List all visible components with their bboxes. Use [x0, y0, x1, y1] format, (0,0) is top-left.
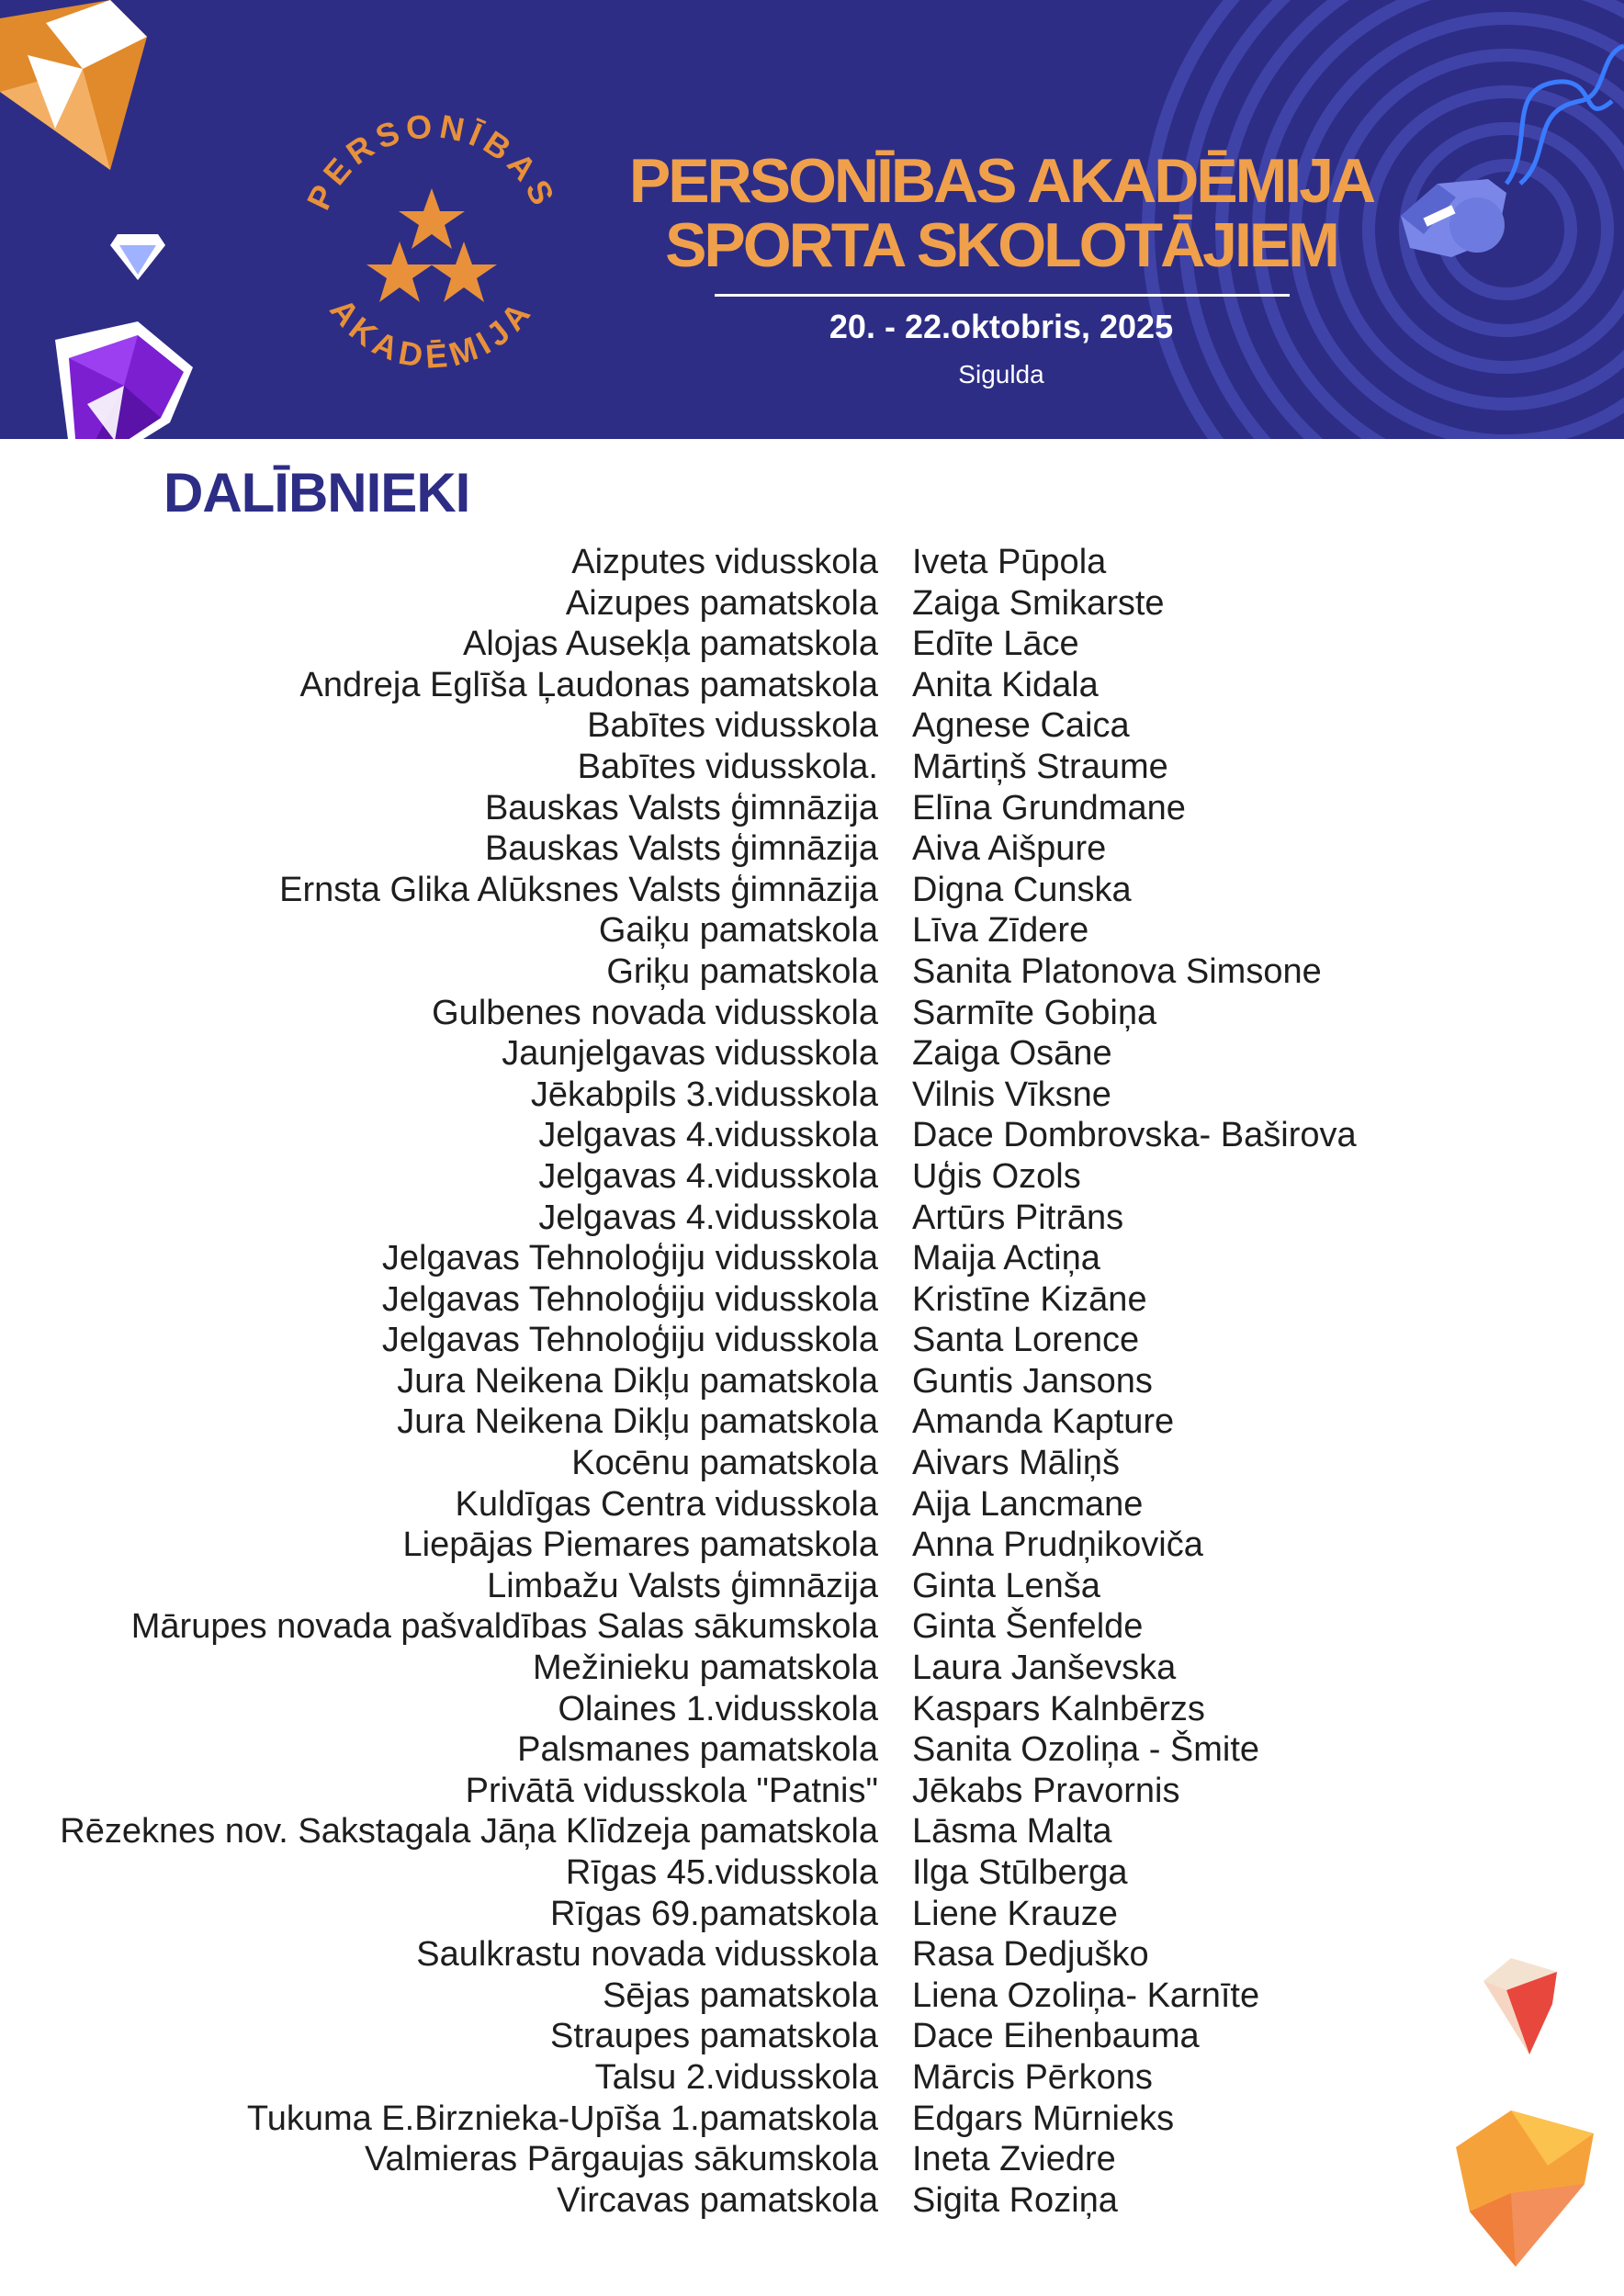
participant-name: Guntis Jansons [912, 1361, 1153, 1401]
participant-name: Uģis Ozols [912, 1156, 1081, 1196]
participant-school: Privātā vidusskola "Patnis" [465, 1771, 878, 1810]
participant-row [0, 665, 1624, 706]
participant-school: Jēkabpils 3.vidusskola [530, 1075, 878, 1114]
event-title-line2: SPORTA SKOLOTĀJIEM [665, 210, 1337, 280]
participant-row [0, 1401, 1624, 1443]
participant-row [0, 705, 1624, 747]
participant-row [0, 1894, 1624, 1935]
participant-name: Elīna Grundmane [912, 788, 1186, 827]
participant-row [0, 910, 1624, 951]
participant-name: Edīte Lāce [912, 625, 1079, 664]
event-place: Sigulda [958, 360, 1044, 388]
participant-name: Mārcis Pērkons [912, 2057, 1153, 2097]
participant-school: Rīgas 69.pamatskola [550, 1894, 878, 1933]
participant-name: Kristīne Kizāne [912, 1279, 1147, 1319]
participant-row [0, 1320, 1624, 1361]
participant-row [0, 1852, 1624, 1894]
participant-school: Olaines 1.vidusskola [558, 1689, 878, 1728]
participant-row [0, 2016, 1624, 2057]
logo-text-top: PERSONĪBAS [299, 107, 565, 216]
participant-row [0, 828, 1624, 870]
participant-row [0, 1689, 1624, 1730]
participant-row [0, 1361, 1624, 1402]
participant-row [0, 1198, 1624, 1239]
participant-name: Anna Prudņikoviča [912, 1525, 1203, 1565]
participant-school: Jelgavas Tehnoloģiju vidusskola [381, 1239, 878, 1278]
participant-row [0, 583, 1624, 625]
diamond-small-icon [110, 223, 165, 280]
diamond-red-icon [1479, 1958, 1562, 2054]
participant-name: Edgars Mūrnieks [912, 2099, 1175, 2138]
participant-name: Jēkabs Pravornis [912, 1771, 1180, 1810]
participant-school: Jelgavas Tehnoloģiju vidusskola [381, 1279, 878, 1319]
participant-school: Talsu 2.vidusskola [594, 2057, 878, 2097]
participant-school: Bauskas Valsts ģimnāzija [484, 829, 878, 869]
participant-name: Zaiga Osāne [912, 1034, 1112, 1074]
participant-name: Ilga Stūlberga [912, 1853, 1128, 1892]
participant-school: Mārupes novada pašvaldības Salas sākumskola [130, 1607, 878, 1647]
participant-row [0, 951, 1624, 993]
participant-name: Liena Ozoliņa- Karnīte [912, 1975, 1260, 2015]
participant-name: Kaspars Kalnbērzs [912, 1689, 1205, 1728]
participant-row [0, 1156, 1624, 1198]
header-banner [0, 0, 1624, 439]
participant-name: Ginta Lenša [912, 1566, 1100, 1605]
participant-school: Kocēnu pamatskola [571, 1444, 878, 1483]
participant-row [0, 1279, 1624, 1321]
participant-name: Digna Cunska [912, 870, 1132, 909]
participant-name: Ineta Zviedre [912, 2140, 1116, 2179]
participant-school: Rīgas 45.vidusskola [565, 1853, 878, 1892]
title-divider [715, 294, 1290, 297]
participant-row [0, 1771, 1624, 1812]
participant-row [0, 1566, 1624, 1607]
participant-name: Anita Kidala [912, 665, 1099, 704]
participant-school: Alojas Ausekļa pamatskola [462, 625, 878, 664]
whistle-icon [1369, 37, 1624, 266]
participant-name: Amanda Kapture [912, 1402, 1175, 1442]
participant-school: Griķu pamatskola [606, 951, 878, 991]
participant-school: Aizupes pamatskola [565, 583, 878, 623]
participant-name: Dace Dombrovska- Baširova [912, 1116, 1357, 1155]
participant-row [0, 542, 1624, 583]
participant-row [0, 1729, 1624, 1771]
participant-row [0, 624, 1624, 665]
participant-school: Saulkrastu novada vidusskola [416, 1935, 878, 1975]
participant-school: Jura Neikena Dikļu pamatskola [397, 1402, 878, 1442]
participant-row [0, 1606, 1624, 1648]
participant-name: Agnese Caica [912, 706, 1130, 746]
participant-row [0, 1525, 1624, 1566]
participant-school: Straupes pamatskola [550, 2017, 878, 2056]
participant-row [0, 2057, 1624, 2099]
participant-name: Aija Lancmane [912, 1484, 1144, 1524]
svg-text:AKADĒMIJA [322, 291, 540, 376]
participant-row [0, 1484, 1624, 1525]
participant-school: Ernsta Glika Alūksnes Valsts ģimnāzija [279, 870, 878, 909]
participant-name: Lāsma Malta [912, 1812, 1112, 1851]
participant-row [0, 747, 1624, 788]
participant-name: Sanita Ozoliņa - Šmite [912, 1730, 1260, 1770]
participant-row [0, 1238, 1624, 1279]
participant-school: Andreja Eglīša Ļaudonas pamatskola [299, 665, 878, 704]
participant-row [0, 870, 1624, 911]
participant-row [0, 788, 1624, 829]
participant-name: Maija Actiņa [912, 1239, 1100, 1278]
participant-name: Aivars Māliņš [912, 1444, 1120, 1483]
participant-name: Ginta Šenfelde [912, 1607, 1144, 1647]
participant-row [0, 993, 1624, 1034]
participant-row [0, 1975, 1624, 2017]
participant-name: Sigita Roziņa [912, 2180, 1118, 2220]
participant-name: Zaiga Smikarste [912, 583, 1165, 623]
participant-row [0, 1811, 1624, 1852]
participant-school: Jelgavas 4.vidusskola [538, 1116, 878, 1155]
participant-school: Palsmanes pamatskola [517, 1730, 878, 1770]
participant-name: Rasa Dedjuško [912, 1935, 1149, 1975]
participant-school: Bauskas Valsts ģimnāzija [484, 788, 878, 827]
participants-list [0, 542, 1624, 2221]
participant-name: Sarmīte Gobiņa [912, 993, 1157, 1032]
participant-name: Liene Krauze [912, 1894, 1118, 1933]
participant-row [0, 1115, 1624, 1156]
participant-school: Sējas pamatskola [603, 1975, 878, 2015]
participant-row [0, 1934, 1624, 1975]
participant-name: Santa Lorence [912, 1321, 1140, 1360]
participant-school: Rēzeknes nov. Sakstagala Jāņa Klīdzeja pamatskola [60, 1812, 878, 1851]
participant-name: Artūrs Pitrāns [912, 1198, 1124, 1237]
participant-row [0, 2099, 1624, 2140]
participant-school: Jelgavas 4.vidusskola [538, 1198, 878, 1237]
participant-name: Laura Janševska [912, 1649, 1177, 1688]
participant-row [0, 1033, 1624, 1075]
participant-row [0, 2180, 1624, 2222]
participant-name: Dace Eihenbauma [912, 2017, 1200, 2056]
participant-school: Vircavas pamatskola [557, 2180, 878, 2220]
participant-row [0, 1443, 1624, 1484]
participant-name: Vilnis Vīksne [912, 1075, 1111, 1114]
participant-name: Līva Zīdere [912, 911, 1089, 951]
participant-school: Jelgavas 4.vidusskola [538, 1156, 878, 1196]
participant-school: Tukuma E.Birznieka-Upīša 1.pamatskola [246, 2099, 878, 2138]
participant-name: Mārtiņš Straume [912, 747, 1168, 786]
stars-logo-icon [276, 87, 588, 400]
participant-school: Jaunjelgavas vidusskola [502, 1034, 878, 1074]
participant-school: Limbažu Valsts ģimnāzija [487, 1566, 878, 1605]
participant-school: Valmieras Pārgaujas sākumskola [365, 2140, 878, 2179]
event-dates: 20. - 22.oktobris, 2025 [829, 308, 1174, 345]
participant-name: Sanita Platonova Simsone [912, 951, 1322, 991]
participant-school: Mežinieku pamatskola [533, 1649, 878, 1688]
diamond-yellow-icon [1456, 2110, 1594, 2267]
participant-row [0, 2139, 1624, 2180]
logo-text-bottom: AKADĒMIJA [322, 291, 541, 376]
participant-row [0, 1075, 1624, 1116]
participant-name: Iveta Pūpola [912, 543, 1107, 581]
participant-school: Aizputes vidusskola [571, 543, 878, 581]
participant-school: Babītes vidusskola [587, 706, 878, 746]
diamond-purple-icon [51, 321, 193, 439]
participant-school: Kuldīgas Centra vidusskola [455, 1484, 878, 1524]
kite-orange-icon [0, 0, 147, 174]
section-title: DALĪBNIEKI [164, 462, 470, 523]
participant-school: Gulbenes novada vidusskola [432, 993, 878, 1032]
participant-school: Jura Neikena Dikļu pamatskola [397, 1361, 878, 1401]
participant-row [0, 1648, 1624, 1689]
participant-name: Aiva Aišpure [912, 829, 1107, 869]
participant-school: Jelgavas Tehnoloģiju vidusskola [381, 1321, 878, 1360]
participant-school: Gaiķu pamatskola [598, 911, 878, 951]
participant-school: Liepājas Piemares pamatskola [402, 1525, 878, 1565]
event-title-line1: PERSONĪBAS AKADĒMIJA [628, 146, 1374, 216]
participant-school: Babītes vidusskola. [577, 747, 878, 786]
